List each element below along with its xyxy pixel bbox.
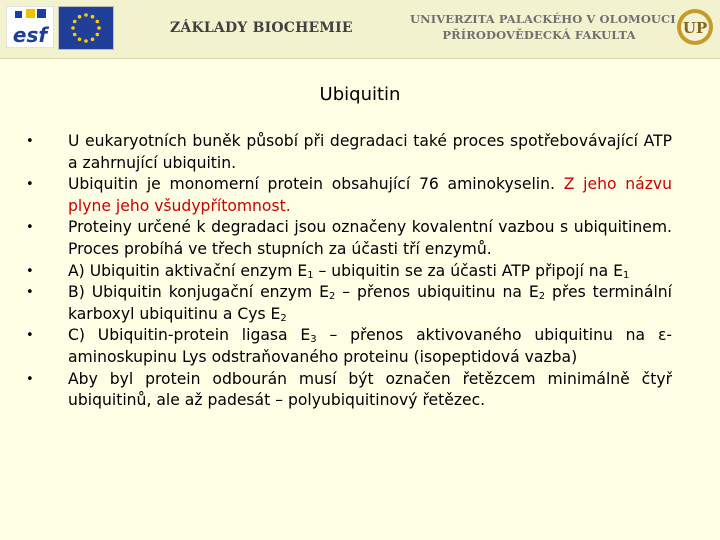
bullet-text: – přenos aktivovaného ubiquitinu na ε-aminoskupinu Lys odstraňovaného proteinu (isopeptidová vazba) xyxy=(68,326,672,366)
bullet-marker: • xyxy=(26,263,34,279)
bullet-marker: • xyxy=(26,371,34,387)
bullet-text: A) Ubiquitin aktivační enzym E xyxy=(68,261,308,280)
bullet-text: B) Ubiquitin konjugační enzym E xyxy=(68,283,329,302)
bullet-text: Aby byl protein odbourán musí být označen řetězcem minimálně čtyř ubiquitinů, ale až padesát – polyubiquitinový řetězec. xyxy=(68,369,672,410)
subscript: 2 xyxy=(538,291,546,303)
bullet-item xyxy=(26,369,672,412)
university-line-2: PŘÍRODOVĚDECKÁ FAKULTA xyxy=(442,28,636,42)
header-bar xyxy=(0,0,720,59)
course-title: ZÁKLADY BIOCHEMIE xyxy=(170,20,353,36)
bullet-marker: • xyxy=(26,328,34,344)
bullet-text: Ubiquitin je monomerní protein obsahující 76 aminokyselin. xyxy=(68,175,555,194)
up-logo-text: UP xyxy=(682,19,708,37)
up-logo xyxy=(676,6,714,48)
bullet-marker: • xyxy=(26,220,34,236)
eu-flag-logo xyxy=(58,6,114,50)
bullet-text: U eukaryotních buněk působí při degradaci také proces spotřebovávající ATP a zahrnující ubiquitin. xyxy=(68,132,672,172)
bullet-marker: • xyxy=(26,177,34,193)
bullet-list xyxy=(26,131,672,412)
slide-title: Ubiquitin xyxy=(319,84,401,105)
bullet-marker: • xyxy=(26,134,34,149)
bullet-text: C) Ubiquitin-protein ligasa E xyxy=(68,326,311,345)
subscript: 1 xyxy=(623,269,630,281)
bullet-text: – ubiquitin se za účasti ATP připojí na E xyxy=(313,261,624,280)
university-line-1: UNIVERZITA PALACKÉHO V OLOMOUCI xyxy=(410,12,676,26)
esf-logo xyxy=(6,6,54,48)
subscript: 1 xyxy=(307,269,314,281)
bullet-item xyxy=(26,131,672,174)
bullet-item xyxy=(26,174,672,217)
subscript: 3 xyxy=(310,334,317,346)
bullet-item xyxy=(26,325,672,368)
bullet-item xyxy=(26,217,672,260)
bullet-item xyxy=(26,282,672,325)
bullet-text: přes terminální karboxyl ubiquitinu a Cys E xyxy=(68,283,673,323)
bullet-marker: • xyxy=(26,285,34,301)
university-name xyxy=(410,11,676,43)
bullet-text: Proteiny určené k degradaci jsou označeny kovalentní vazbou s ubiquitinem. Proces probíhá ve třech stupních za účasti tří enzymů. xyxy=(68,218,672,258)
bullet-text: – přenos ubiquitinu na E xyxy=(335,283,539,302)
subscript: 2 xyxy=(280,312,287,324)
bullet-text-highlight: Z jeho názvu plyne jeho všudypřítomnost. xyxy=(68,175,673,215)
subscript: 2 xyxy=(328,291,336,303)
bullet-item xyxy=(26,261,672,283)
esf-logo-text: esf xyxy=(12,23,48,47)
